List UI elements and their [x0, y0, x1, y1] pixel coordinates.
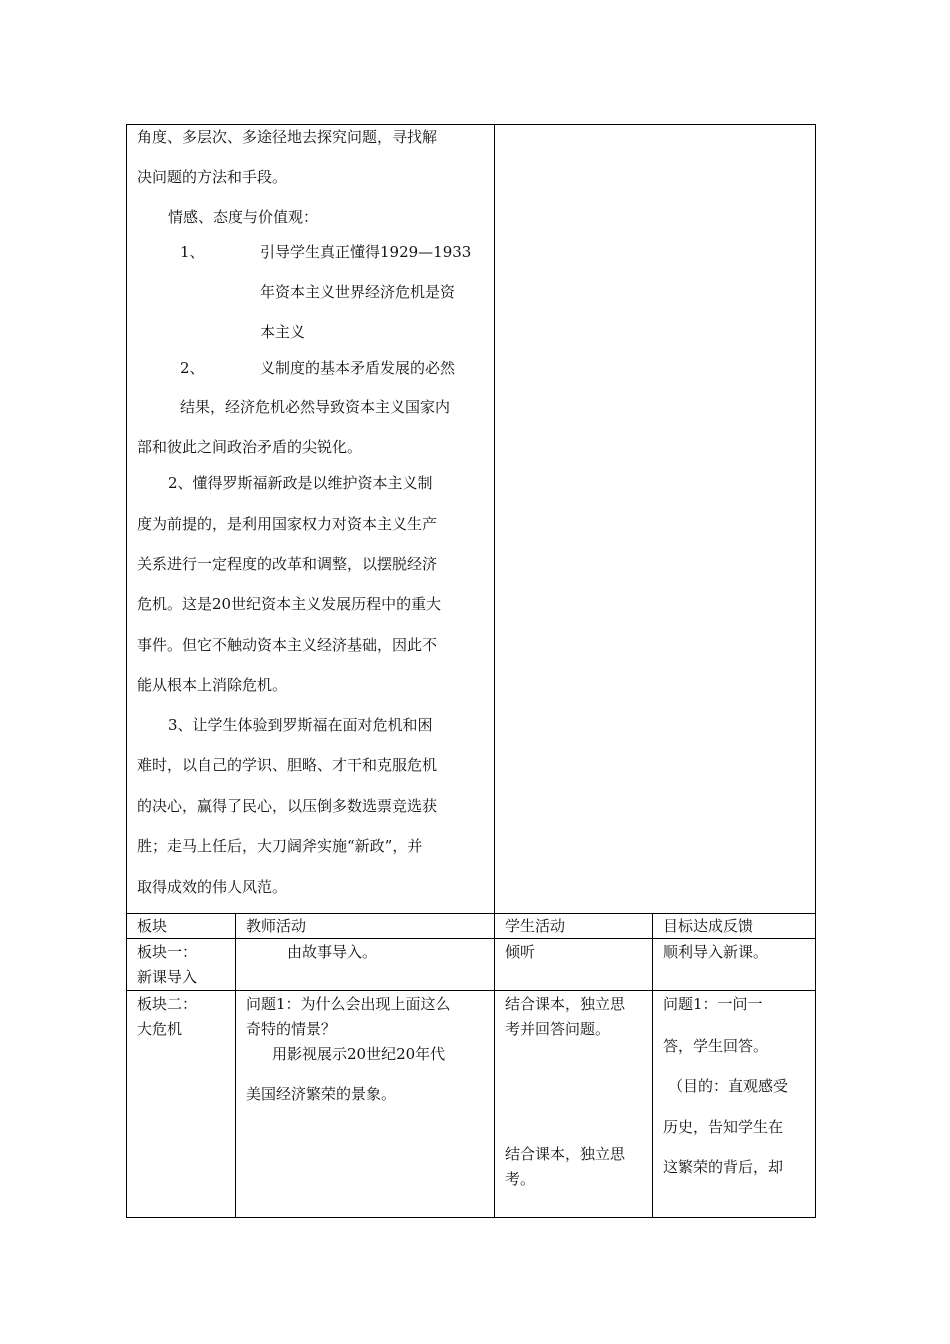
- row2-feedback: 问题1：一问一: [663, 995, 763, 1013]
- row2-feedback: 答，学生回答。: [663, 1037, 769, 1055]
- objective-line: 胜；走马上任后，大刀阔斧实施“新政”，并: [137, 837, 423, 855]
- objective-line: 引导学生真正懂得1929—1933: [260, 243, 472, 261]
- objective-line: 本主义: [260, 323, 306, 341]
- row2-student-activity: 考并回答问题。: [505, 1020, 611, 1038]
- objective-line: 能从根本上消除危机。: [137, 676, 288, 694]
- table-border-right: [815, 124, 816, 1218]
- objective-line: 1、: [180, 243, 205, 261]
- col-divider-2: [494, 913, 495, 1218]
- col-divider-3: [652, 913, 653, 1218]
- table-border-bottom: [126, 1217, 816, 1218]
- objective-line: 取得成效的伟人风范。: [137, 878, 288, 896]
- header-student-activity: 学生活动: [505, 917, 566, 935]
- row2-feedback: 这繁荣的背后，却: [663, 1158, 784, 1176]
- table-border-left: [126, 124, 127, 1218]
- objective-line: 事件。但它不触动资本主义经济基础，因此不: [137, 636, 438, 654]
- objective-line: 角度、多层次、多途径地去探究问题，寻找解: [137, 128, 438, 146]
- row-line-row1-bottom: [126, 990, 816, 991]
- row1-teacher-activity: 由故事导入。: [287, 943, 378, 961]
- objective-line: 义制度的基本矛盾发展的必然: [260, 359, 456, 377]
- row2-student-activity: 结合课本，独立思: [505, 1145, 626, 1163]
- objective-line: 度为前提的，是利用国家权力对资本主义生产: [137, 515, 438, 533]
- row2-teacher-activity: 奇特的情景？: [246, 1020, 337, 1038]
- row1-feedback: 顺利导入新课。: [663, 943, 769, 961]
- col-divider-1: [235, 913, 236, 1218]
- row1-section-label: 新课导入: [137, 968, 198, 986]
- row2-teacher-activity: 美国经济繁荣的景象。: [246, 1085, 397, 1103]
- row1-section-label: 板块一：: [137, 943, 198, 961]
- objective-line: 3、让学生体验到罗斯福在面对危机和困: [168, 716, 433, 734]
- objective-line: 关系进行一定程度的改革和调整，以摆脱经济: [137, 555, 438, 573]
- objective-line: 情感、态度与价值观：: [168, 208, 319, 226]
- table-border-top: [126, 124, 816, 125]
- objective-line: 决问题的方法和手段。: [137, 168, 288, 186]
- objective-line: 的决心，赢得了民心，以压倒多数选票竞选获: [137, 797, 438, 815]
- row-line-header-top: [126, 913, 816, 914]
- row-line-header-bottom: [126, 938, 816, 939]
- objective-line: 难时，以自己的学识、胆略、才干和克服危机: [137, 756, 438, 774]
- header-feedback: 目标达成反馈: [663, 917, 754, 935]
- row2-teacher-activity: 问题1：为什么会出现上面这么: [246, 995, 451, 1013]
- objective-line: 部和彼此之间政治矛盾的尖锐化。: [137, 438, 363, 456]
- row2-section-label: 大危机: [137, 1020, 183, 1038]
- row1-student-activity: 倾听: [505, 943, 536, 961]
- objective-line: 2、懂得罗斯福新政是以维护资本主义制: [168, 474, 433, 492]
- objective-line: 2、: [180, 359, 205, 377]
- objective-line: 年资本主义世界经济危机是资: [260, 283, 456, 301]
- objective-line: 危机。这是20世纪资本主义发展历程中的重大: [137, 595, 442, 613]
- row2-teacher-activity: 用影视展示20世纪20年代: [272, 1045, 446, 1063]
- header-section: 板块: [137, 917, 168, 935]
- row2-feedback: （目的：直观感受: [668, 1077, 789, 1095]
- row2-student-activity: 考。: [505, 1170, 536, 1188]
- row2-feedback: 历史，告知学生在: [663, 1118, 784, 1136]
- header-teacher-activity: 教师活动: [246, 917, 307, 935]
- objective-line: 结果，经济危机必然导致资本主义国家内: [180, 398, 451, 416]
- upper-column-divider: [494, 124, 495, 913]
- row2-section-label: 板块二：: [137, 995, 198, 1013]
- row2-student-activity: 结合课本，独立思: [505, 995, 626, 1013]
